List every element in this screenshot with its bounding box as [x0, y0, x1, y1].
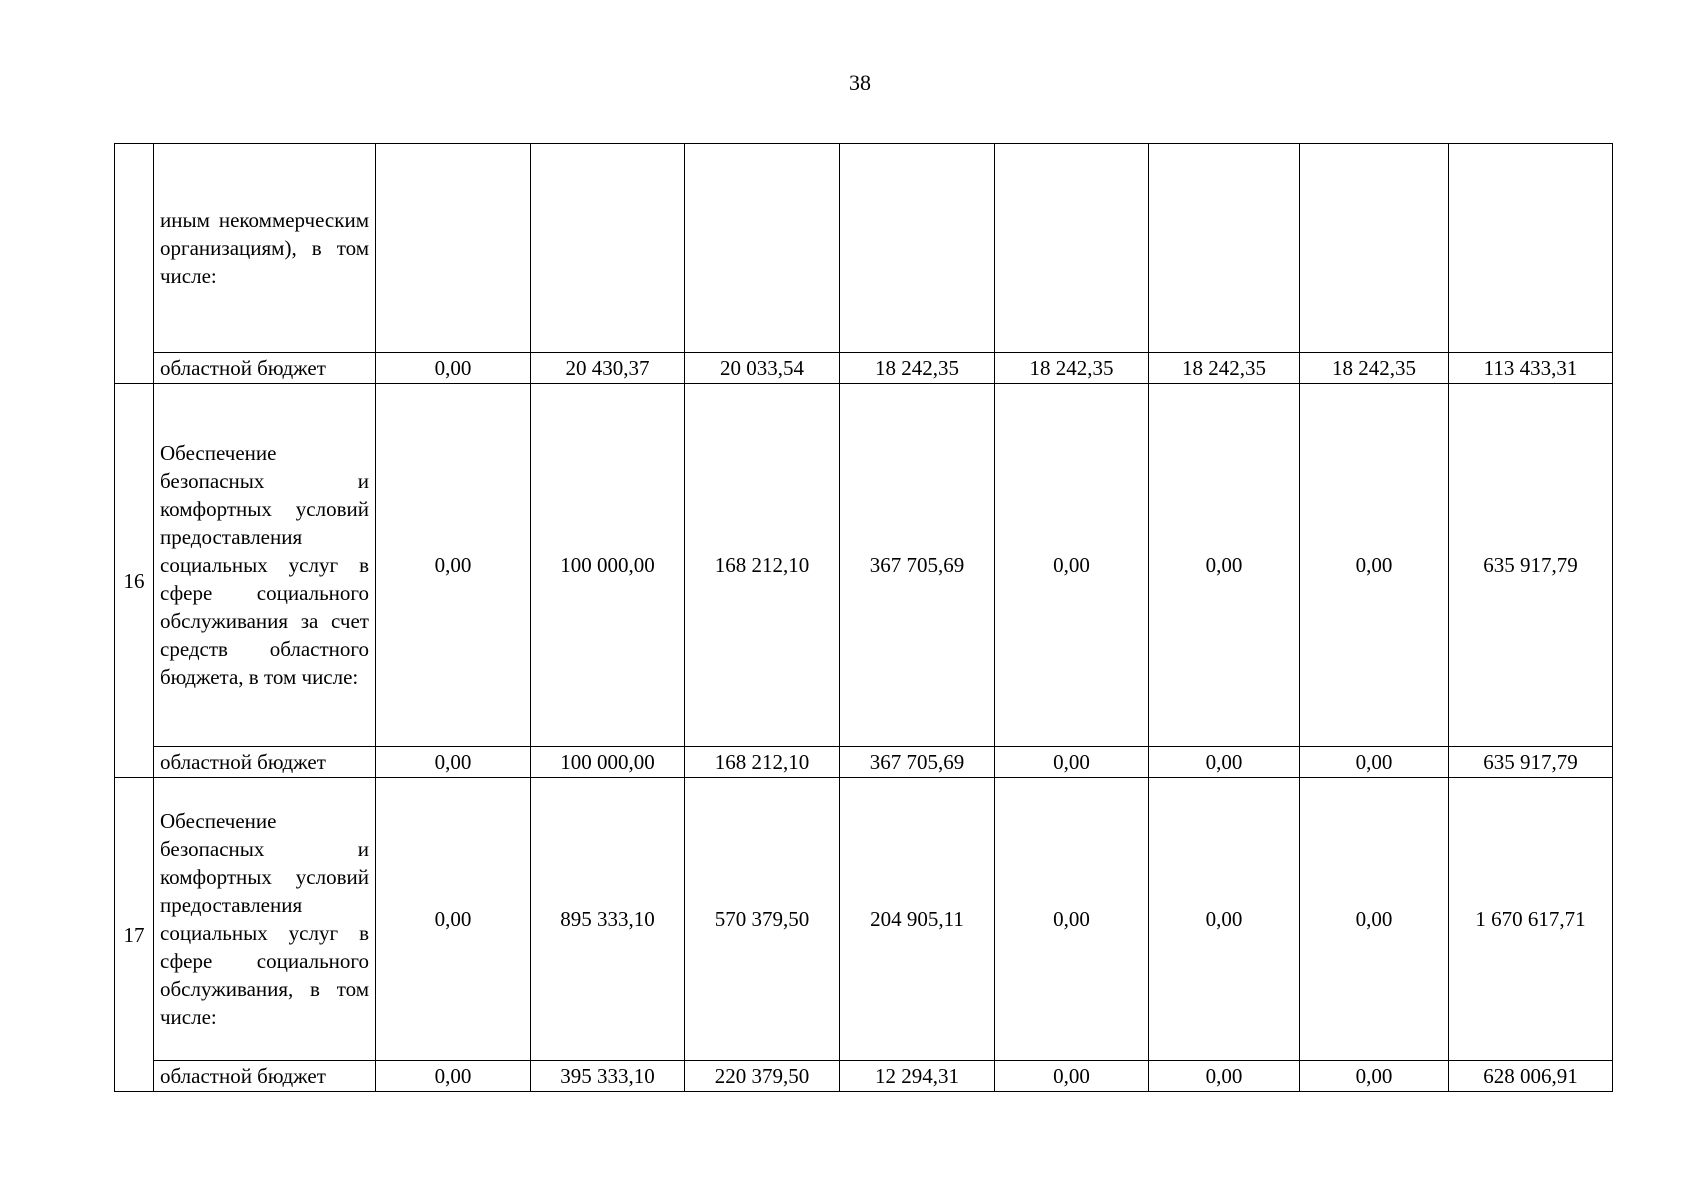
value-cell: 100 000,00 — [531, 384, 685, 747]
value-cell — [376, 144, 531, 353]
value-cell: 0,00 — [1149, 747, 1300, 778]
value-cell: 0,00 — [376, 353, 531, 384]
value-cell: 113 433,31 — [1449, 353, 1613, 384]
value-cell: 18 242,35 — [840, 353, 995, 384]
sub-row-label: областной бюджет — [154, 353, 376, 384]
value-cell: 0,00 — [1300, 1061, 1449, 1092]
value-cell — [1300, 144, 1449, 353]
value-cell: 0,00 — [376, 778, 531, 1061]
table-row — [115, 747, 1613, 778]
value-cell: 0,00 — [376, 384, 531, 747]
value-cell: 20 430,37 — [531, 353, 685, 384]
sub-row-label: областной бюджет — [154, 747, 376, 778]
value-cell: 0,00 — [1300, 747, 1449, 778]
value-cell: 18 242,35 — [1300, 353, 1449, 384]
row-description: иным некоммерческим организациям), в том числе: — [154, 144, 376, 353]
value-cell: 0,00 — [1149, 384, 1300, 747]
table-row — [115, 384, 1613, 747]
row-description: Обеспечение безопасных и комфортных условий предоставления социальных услуг в сфере социального обслуживания за счет средств областного бюджета, в том числе: — [154, 384, 376, 747]
sub-row-label: областной бюджет — [154, 1061, 376, 1092]
value-cell: 367 705,69 — [840, 384, 995, 747]
value-cell: 0,00 — [376, 747, 531, 778]
value-cell — [685, 144, 840, 353]
budget-table — [114, 143, 1613, 1092]
value-cell — [995, 144, 1149, 353]
value-cell: 0,00 — [376, 1061, 531, 1092]
row-number: 16 — [115, 384, 154, 778]
value-cell: 18 242,35 — [1149, 353, 1300, 384]
table-row — [115, 353, 1613, 384]
value-cell: 20 033,54 — [685, 353, 840, 384]
value-cell — [840, 144, 995, 353]
table-row — [115, 144, 1613, 353]
value-cell: 100 000,00 — [531, 747, 685, 778]
page-number: 38 — [849, 70, 871, 95]
value-cell: 204 905,11 — [840, 778, 995, 1061]
value-cell: 0,00 — [1300, 384, 1449, 747]
value-cell: 0,00 — [1300, 778, 1449, 1061]
value-cell — [1149, 144, 1300, 353]
value-cell: 628 006,91 — [1449, 1061, 1613, 1092]
value-cell: 0,00 — [1149, 1061, 1300, 1092]
value-cell: 367 705,69 — [840, 747, 995, 778]
value-cell: 570 379,50 — [685, 778, 840, 1061]
value-cell: 18 242,35 — [995, 353, 1149, 384]
value-cell: 12 294,31 — [840, 1061, 995, 1092]
value-cell: 1 670 617,71 — [1449, 778, 1613, 1061]
row-description: Обеспечение безопасных и комфортных условий предоставления социальных услуг в сфере социального обслуживания, в том числе: — [154, 778, 376, 1061]
value-cell: 895 333,10 — [531, 778, 685, 1061]
table-row — [115, 778, 1613, 1061]
value-cell: 0,00 — [1149, 778, 1300, 1061]
table-row — [115, 1061, 1613, 1092]
value-cell: 0,00 — [995, 747, 1149, 778]
value-cell: 220 379,50 — [685, 1061, 840, 1092]
value-cell: 395 333,10 — [531, 1061, 685, 1092]
value-cell: 0,00 — [995, 778, 1149, 1061]
value-cell: 168 212,10 — [685, 747, 840, 778]
row-number: 17 — [115, 778, 154, 1092]
value-cell: 0,00 — [995, 1061, 1149, 1092]
value-cell: 635 917,79 — [1449, 384, 1613, 747]
value-cell: 168 212,10 — [685, 384, 840, 747]
value-cell: 635 917,79 — [1449, 747, 1613, 778]
value-cell: 0,00 — [995, 384, 1149, 747]
value-cell — [1449, 144, 1613, 353]
row-number — [115, 144, 154, 384]
value-cell — [531, 144, 685, 353]
